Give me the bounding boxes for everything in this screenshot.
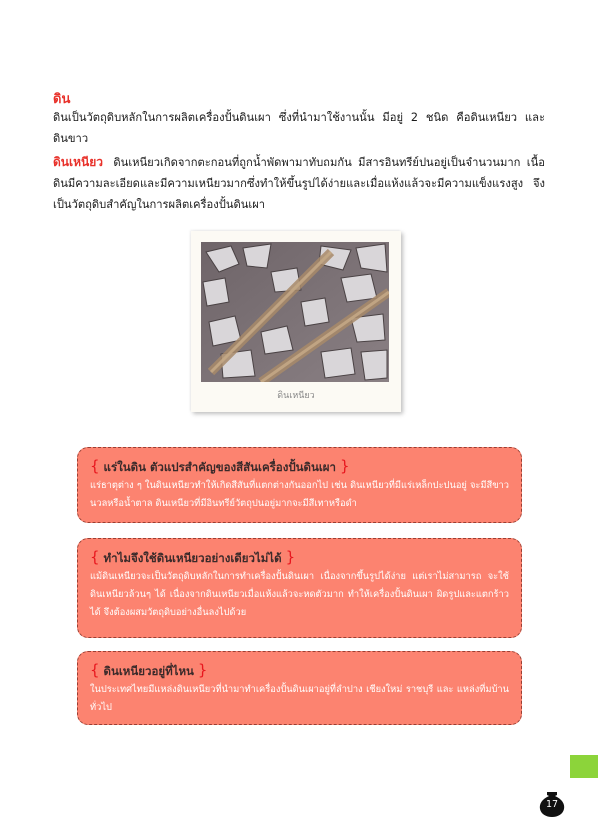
info-box-title-text: แร่ในดิน ตัวแปรสำคัญของสีสันเครื่องปั้นดินเผา — [103, 460, 336, 474]
info-box-title — [90, 548, 509, 567]
clay-photo-card — [191, 231, 401, 412]
open-brace-icon: { — [90, 457, 100, 475]
close-brace-icon: } — [339, 457, 350, 475]
clay-term: ดินเหนียว — [53, 155, 103, 169]
photo-caption: ดินเหนียว — [277, 391, 315, 401]
page-number: 17 — [545, 799, 559, 810]
info-box-title-text: ทำไมจึงใช้ดินเหนียวอย่างเดียวไม่ได้ — [103, 551, 282, 565]
info-box-why-not-pure-clay — [77, 538, 522, 638]
info-box-where-clay — [77, 651, 522, 725]
clay-paragraph — [53, 152, 545, 215]
info-box-title-text: ดินเหนียวอยู่ที่ไหน — [103, 664, 194, 678]
info-box-minerals — [77, 447, 522, 523]
info-box-text: ในประเทศไทยมีแหล่งดินเหนียวที่นำมาทำเครื่องปั้นดินเผาอยู่ที่ลำปาง เชียงใหม่ ราชบุรี และ แหล่งที่มบ้านทั่วไป — [90, 684, 509, 713]
info-box-text: แร่ธาตุต่าง ๆ ในดินเหนียวทำให้เกิดสีสันที่แตกต่างกันออกไป เช่น ดินเหนียวที่มีแร่เหล็กปะปนอยู่ จะมีสีขาวนวลหรือน้ำตาล ดินเหนียวที่มีอินทรีย์วัตถุปนอยู่มากจะมีสีเทาหรือดำ — [90, 480, 509, 509]
close-brace-icon: } — [285, 548, 296, 566]
section-heading: ดิน — [53, 92, 71, 107]
open-brace-icon: { — [90, 548, 100, 566]
close-brace-icon: } — [197, 661, 208, 679]
intro-paragraph: ดินเป็นวัตถุดิบหลักในการผลิตเครื่องปั้นดินเผา ซึ่งที่นำมาใช้งานนั้น มีอยู่ 2 ชนิด คือดินเหนียว และดินขาว — [53, 111, 545, 145]
cracked-clay-photo — [201, 242, 389, 382]
info-box-text: แม้ดินเหนียวจะเป็นวัตถุดิบหลักในการทำเครื่องปั้นดินเผา เนื่องจากขึ้นรูปได้ง่าย แต่เราไม่สามารถ จะใช้ดินเหนียวล้วนๆ ได้ เนื่องจากดินเหนียวเมื่อแห้งแล้วจะหดตัวมาก ทำให้เครื่องปั้นดินเผา ผิดรูปและแตกร้าวได้ จึงต้องผสมวัตถุดิบอย่างอื่นลงไปด้วย — [90, 571, 509, 618]
info-box-title — [90, 457, 509, 476]
chapter-tab — [570, 755, 598, 778]
info-box-title — [90, 661, 509, 680]
open-brace-icon: { — [90, 661, 100, 679]
clay-description: ดินเหนียวเกิดจากตะกอนที่ถูกน้ำพัดพามาทับถมกัน มีสารอินทรีย์ปนอยู่เป็นจำนวนมาก เนื้อดินมีความละเอียดและมีความเหนียวมากซึ่งทำให้ขึ้นรูปได้ง่ายและเมื่อแห้งแล้วจะมีความแข็งแรงสูง จึงเป็นวัตถุดิบสำคัญในการผลิตเครื่องปั้นดินเผา — [53, 156, 545, 211]
